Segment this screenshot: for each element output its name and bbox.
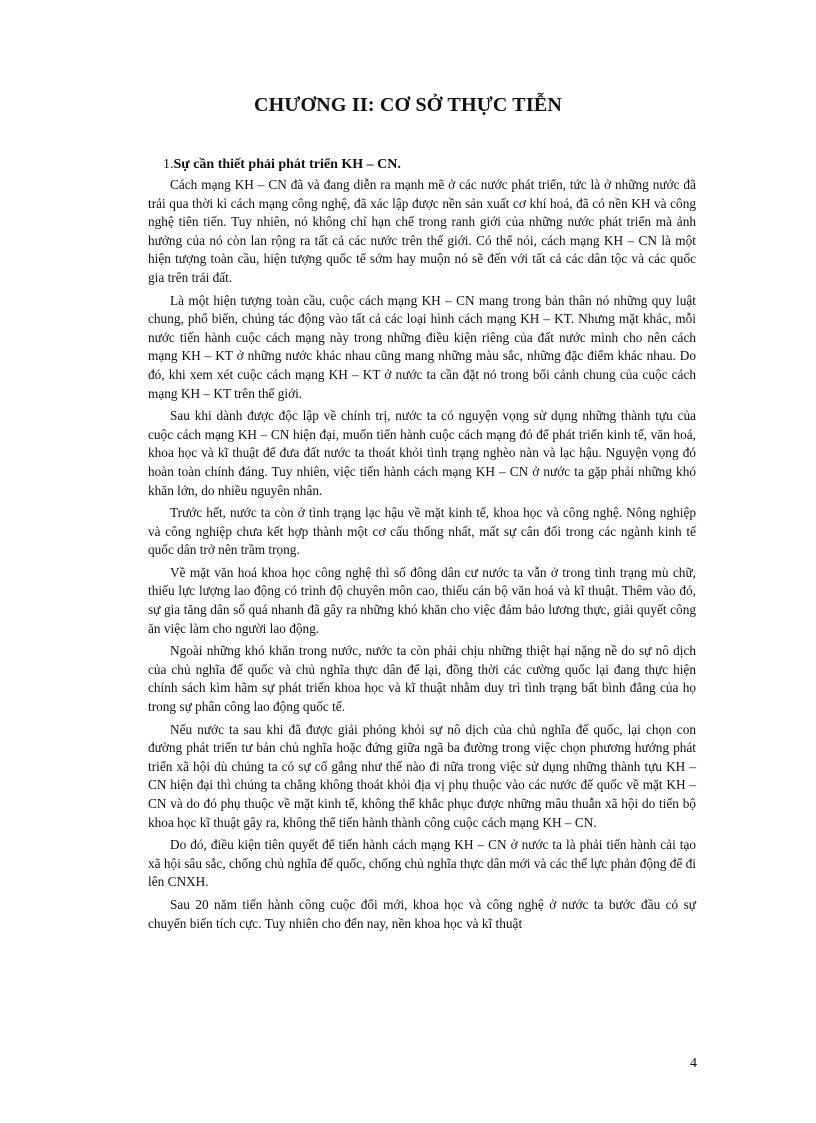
chapter-title: CHƯƠNG II: CƠ SỞ THỰC TIỄN xyxy=(253,94,563,116)
page-number: 4 xyxy=(690,1056,697,1071)
paragraph: Do đó, điều kiện tiên quyết để tiến hành cách mạng KH – CN ở nước ta là phải tiến hành cải tạo xã hội sâu sắc, chống chủ nghĩa đế quốc, chống chủ nghĩa thực dân mới và các thế lực phản động để đi lên CNXH. xyxy=(148,837,696,890)
paragraph: Cách mạng KH – CN đã và đang diễn ra mạnh mẽ ở các nước phát triển, tức là ở những nước đã trải qua thời kì cách mạng công nghệ, đã xác lập được nền sản xuất cơ khí hoá, đã có nền KH và công nghệ tiên tiến. Tuy nhiên, nó không chỉ hạn chế trong ranh giới của những nước phát triển mà ảnh hưởng của nó còn lan rộng ra tất cả các nước trên thế giới. Có thể nói, cách mạng KH – CN là một hiện tượng toàn cầu, hiện tượng quốc tế sớm hay muộn nó sẽ đến với tất cả các dân tộc và các quốc gia trên trái đất. xyxy=(148,177,696,285)
paragraph: Sau khi dành được độc lập về chính trị, nước ta có nguyện vọng sử dụng những thành tựu của cuộc cách mạng KH – CN hiện đại, muốn tiến hành cuộc cách mạng đó để phát triển kinh tế, văn hoá, khoa học và kĩ thuật để đưa đất nước ta thoát khỏi tình trạng nghèo nàn và lạc hậu. Nguyện vọng đó hoàn toàn chính đáng. Tuy nhiên, việc tiến hành cách mạng KH – CN ở nước ta gặp phải những khó khăn lớn, do nhiều nguyên nhân. xyxy=(148,408,696,498)
section-title: Sự cần thiết phải phát triển KH – CN. xyxy=(173,157,401,172)
paragraph: Nếu nước ta sau khi đã được giải phóng khỏi sự nô dịch của chủ nghĩa đế quốc, lại chọn con đường phát triển tư bản chủ nghĩa hoặc đứng giữa ngã ba đường trong việc chọn phương hướng phát triển xã hội dù chúng ta có sự cố gắng như thế nào đi nữa trong việc sử dụng những thành tựu KH – CN hiện đại thì chúng ta chẳng không thoát khỏi địa vị phụ thuộc vào các nước đế quốc về mặt KH – CN và do đó phụ thuộc về mặt kinh tế, không thể khắc phục được những mâu thuẫn xã hội do tiến bộ khoa học kĩ thuật gây ra, không thể tiến hành thành công cuộc cách mạng KH – CN. xyxy=(148,721,696,830)
paragraph: Sau 20 năm tiến hành công cuộc đổi mới, khoa học và công nghệ ở nước ta bước đầu có sự chuyển biến tích cực. Tuy nhiên cho đến nay, nền khoa học và kĩ thuật xyxy=(148,896,696,931)
body-text xyxy=(148,176,696,937)
section-heading xyxy=(163,157,401,173)
paragraph: Ngoài những khó khăn trong nước, nước ta còn phải chịu những thiệt hại nặng nề do sự nô dịch của chủ nghĩa đế quốc và chủ nghĩa thực dân để lại, đồng thời các cường quốc lại đang thực hiện chính sách kìm hãm sự phát triển khoa học và kĩ thuật nhằm duy trì tình trạng bất bình đẳng của họ trong sự phân công lao động quốc tế. xyxy=(148,643,696,715)
paragraph: Trước hết, nước ta còn ở tình trạng lạc hậu về mặt kinh tế, khoa học và công nghệ. Nông nghiệp và công nghiệp chưa kết hợp thành một cơ cấu thống nhất, mất sự cân đối trong các ngành kinh tế quốc dân trở nên trầm trọng. xyxy=(148,505,696,558)
paragraph: Về mặt văn hoá khoa học công nghệ thì số đông dân cư nước ta vẫn ở trong tình trạng mù chữ, thiếu lực lượng lao động có trình độ chuyên môn cao, thiếu cán bộ văn hoá và kĩ thuật. Thêm vào đó, sự gia tăng dân số quá nhanh đã gây ra những khó khăn cho việc đảm bảo lương thực, giải quyết công ăn việc làm cho người lao động. xyxy=(148,564,696,636)
section-number: 1. xyxy=(163,157,174,172)
paragraph: Là một hiện tượng toàn cầu, cuộc cách mạng KH – CN mang trong bản thân nó những quy luật chung, phổ biến, chúng tác động vào tất cả các loại hình cách mạng KH – KT. Nhưng mặt khác, mỗi nước tiến hành cuộc cách mạng này trong những điều kiện riêng của đất nước mình cho nên cách mạng KH – KT ở những nước khác nhau cũng mang những màu sắc, những đặc điểm khác nhau. Do đó, khi xem xét cuộc cách mạng KH – KT ở nước ta cần đặt nó trong bối cảnh chung của cuộc cách mạng KH – KT trên thế giới. xyxy=(148,292,696,401)
